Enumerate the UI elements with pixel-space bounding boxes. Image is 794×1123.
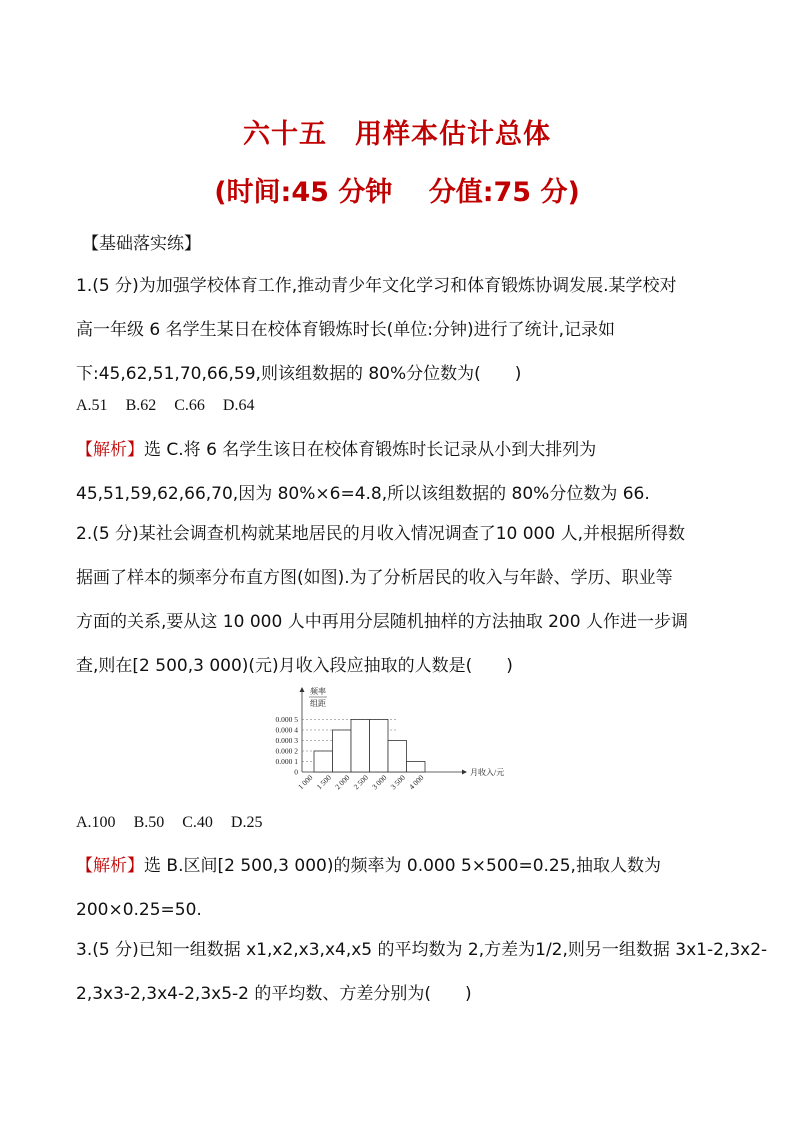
q2-analysis-line: 选 B.区间[2 500,3 000)的频率为 0.000 5×500=0.25,抽取人数为 bbox=[144, 856, 661, 876]
q1-option-d: D.64 bbox=[222, 397, 255, 414]
q1-option-a: A.51 bbox=[76, 397, 108, 414]
q2-option-b: B.50 bbox=[133, 814, 165, 831]
q2-analysis-tag: 【解析】 bbox=[76, 856, 144, 876]
q1-line: 1.(5 分)为加强学校体育工作,推动青少年文化学习和体育锻炼协调发展.某学校对 bbox=[76, 276, 677, 296]
y-axis-arrow bbox=[300, 687, 305, 692]
q3-line: 2,3x3-2,3x4-2,3x5-2 的平均数、方差分别为( ) bbox=[76, 984, 472, 1004]
histogram-chart bbox=[262, 684, 532, 794]
q1-line: 高一年级 6 名学生某日在校体育锻炼时长(单位:分钟)进行了统计,记录如 bbox=[76, 320, 616, 340]
q1-analysis bbox=[76, 428, 716, 516]
question-2 bbox=[76, 512, 716, 688]
page-title: 六十五 用样本估计总体 bbox=[243, 119, 551, 150]
y-tick-label: 0.000 4 bbox=[275, 725, 298, 735]
y-axis-label-top: 频率 bbox=[310, 687, 326, 696]
x-axis-label: 月收入/元 bbox=[470, 768, 505, 777]
x-axis-arrow bbox=[462, 770, 467, 775]
q2-options bbox=[76, 814, 276, 832]
q1-analysis-line: 45,51,59,62,66,70,因为 80%×6=4.8,所以该组数据的 80%分位数为 66. bbox=[76, 484, 650, 504]
q2-analysis-line: 200×0.25=50. bbox=[76, 900, 202, 920]
question-1 bbox=[76, 264, 716, 396]
q3-line: 3.(5 分)已知一组数据 x1,x2,x3,x4,x5 的平均数为 2,方差为1/2,则另一组数据 3x1-2,3x2- bbox=[76, 940, 768, 960]
x-tick-label: 3 000 bbox=[370, 773, 389, 792]
question-3 bbox=[76, 928, 768, 1016]
q2-line: 2.(5 分)某社会调查机构就某地居民的月收入情况调查了10 000 人,并根据所得数 bbox=[76, 524, 685, 544]
histogram-bar bbox=[407, 762, 426, 773]
histogram-bar bbox=[370, 720, 389, 773]
histogram-bar bbox=[388, 741, 407, 773]
q2-option-d: D.25 bbox=[230, 814, 263, 831]
x-tick-label: 2 500 bbox=[351, 773, 370, 792]
q1-line: 下:45,62,51,70,66,59,则该组数据的 80%分位数为( ) bbox=[76, 364, 522, 384]
q1-options bbox=[76, 397, 268, 415]
y-tick-label: 0.000 5 bbox=[275, 715, 298, 724]
histogram-bar bbox=[333, 730, 352, 772]
q2-analysis bbox=[76, 844, 716, 932]
y-axis-label-bottom: 组距 bbox=[310, 699, 326, 708]
q2-line: 据画了样本的频率分布直方图(如图).为了分析居民的收入与年龄、学历、职业等 bbox=[76, 568, 673, 588]
x-tick-label: 4 000 bbox=[407, 773, 426, 792]
x-tick-label: 1 000 bbox=[296, 773, 315, 792]
page-subtitle: (时间:45 分钟 分值:75 分) bbox=[214, 177, 580, 208]
q2-option-a: A.100 bbox=[76, 814, 116, 831]
histogram-bar bbox=[351, 720, 370, 773]
histogram-bar bbox=[314, 751, 333, 772]
q1-analysis-tag: 【解析】 bbox=[76, 440, 144, 460]
y-tick-label: 0.000 2 bbox=[275, 746, 298, 756]
section-heading: 【基础落实练】 bbox=[82, 234, 201, 254]
y-tick-label: 0.000 3 bbox=[275, 736, 298, 745]
q2-line: 方面的关系,要从这 10 000 人中再用分层随机抽样的方法抽取 200 人作进一步调 bbox=[76, 612, 688, 632]
q2-option-c: C.40 bbox=[182, 814, 213, 831]
q2-line: 查,则在[2 500,3 000)(元)月收入段应抽取的人数是( ) bbox=[76, 656, 513, 676]
x-tick-label: 2 000 bbox=[333, 773, 352, 792]
x-tick-label: 3 500 bbox=[388, 773, 407, 792]
q1-option-b: B.62 bbox=[125, 397, 157, 414]
y-tick-label: 0 bbox=[294, 767, 298, 777]
q1-option-c: C.66 bbox=[174, 397, 205, 414]
x-tick-label: 1 500 bbox=[314, 773, 333, 792]
q1-analysis-line: 选 C.将 6 名学生该日在校体育锻炼时长记录从小到大排列为 bbox=[144, 440, 597, 460]
y-tick-label: 0.000 1 bbox=[275, 757, 298, 766]
